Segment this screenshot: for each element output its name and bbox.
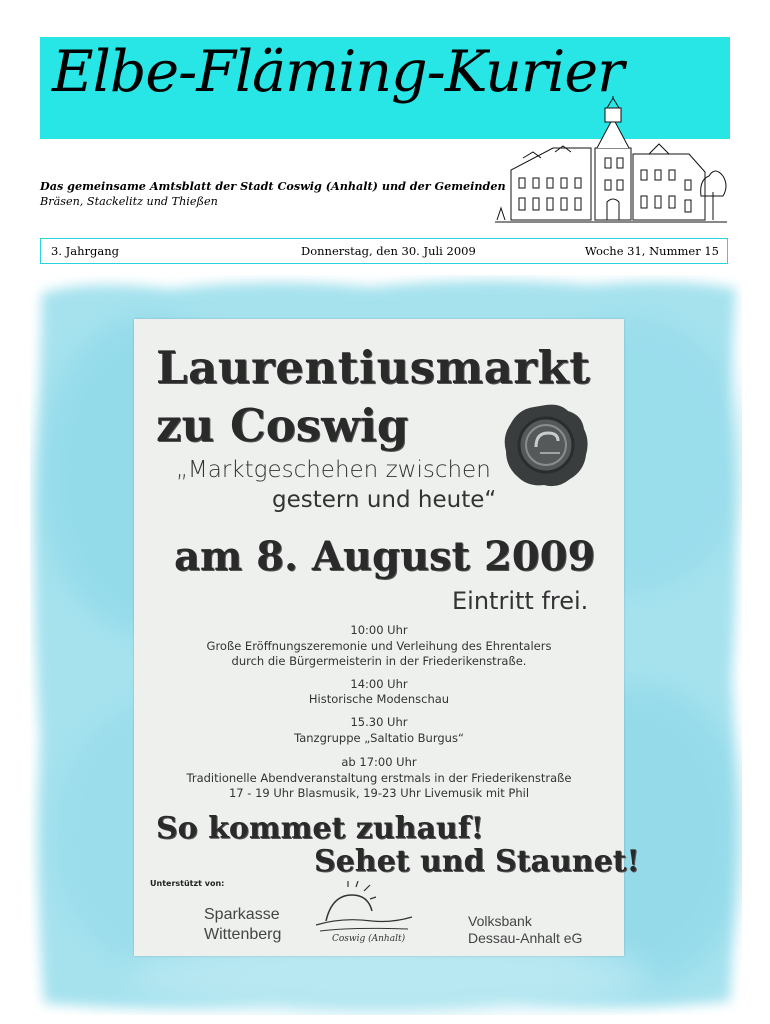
- market-poster: [134, 319, 640, 956]
- supported-by-label: Unterstützt von:: [150, 879, 225, 888]
- sponsor-volksbank-line-1: Volksbank: [468, 913, 532, 929]
- program-line: Historische Modenschau: [308, 692, 450, 706]
- program-time: ab 17:00 Uhr: [341, 755, 417, 769]
- coswig-logo-text: Coswig (Anhalt): [332, 934, 406, 944]
- newspaper-title: Elbe-Fläming-Kurier: [52, 39, 624, 105]
- program-line: durch die Bürgermeisterin in der Friederikenstraße.: [231, 654, 527, 668]
- sponsor-sparkasse-line-1: Sparkasse: [204, 906, 280, 923]
- poster-slogan-line-2: Sehet und Staunet!: [314, 844, 640, 879]
- program-line: Große Eröffnungszeremonie und Verleihung des Ehrentalers: [206, 639, 552, 653]
- poster-headline-line-1: Laurentiusmarkt: [156, 341, 591, 394]
- poster-quote-line-1: „Marktgeschehen zwischen: [176, 457, 491, 483]
- coswig-logo-icon: [312, 881, 418, 945]
- program-line: 17 - 19 Uhr Blasmusik, 19-23 Uhr Livemusik mit Phil: [228, 786, 530, 800]
- program-time: 14:00 Uhr: [350, 677, 408, 691]
- subtitle-line-2: Bräsen, Stackelitz und Thießen: [40, 195, 218, 208]
- issue-date: Donnerstag, den 30. Juli 2009: [301, 244, 476, 258]
- wax-seal-icon: [502, 401, 590, 489]
- volume-label: 3. Jahrgang: [51, 244, 119, 258]
- poster-headline-line-2: zu Coswig: [156, 399, 409, 452]
- poster-event-date: am 8. August 2009: [174, 533, 596, 580]
- town-hall-drawing-icon: [493, 96, 729, 228]
- poster-quote-line-2: gestern und heute“: [272, 487, 497, 513]
- program-time: 10:00 Uhr: [350, 623, 408, 637]
- issue-number: Woche 31, Nummer 15: [584, 244, 719, 258]
- subtitle-line-1: Das gemeinsame Amtsblatt der Stadt Coswig (Anhalt) und der Gemeinden: [40, 179, 506, 193]
- masthead-subtitle: [40, 178, 506, 210]
- program-line: Traditionelle Abendveranstaltung erstmals in der Friederikenstraße: [186, 771, 572, 785]
- sponsor-sparkasse: [204, 905, 314, 945]
- program-time: 15.30 Uhr: [350, 715, 408, 729]
- issue-info-bar: [40, 238, 728, 264]
- sponsor-sparkasse-line-2: Wittenberg: [204, 926, 282, 943]
- sponsor-volksbank-line-2: Dessau-Anhalt eG: [468, 930, 583, 946]
- poster-entry-note: Eintritt frei.: [452, 587, 589, 615]
- sponsor-volksbank: [468, 913, 618, 947]
- poster-slogan-line-1: So kommet zuhauf!: [156, 811, 484, 846]
- program-line: Tanzgruppe „Saltatio Burgus“: [294, 731, 464, 745]
